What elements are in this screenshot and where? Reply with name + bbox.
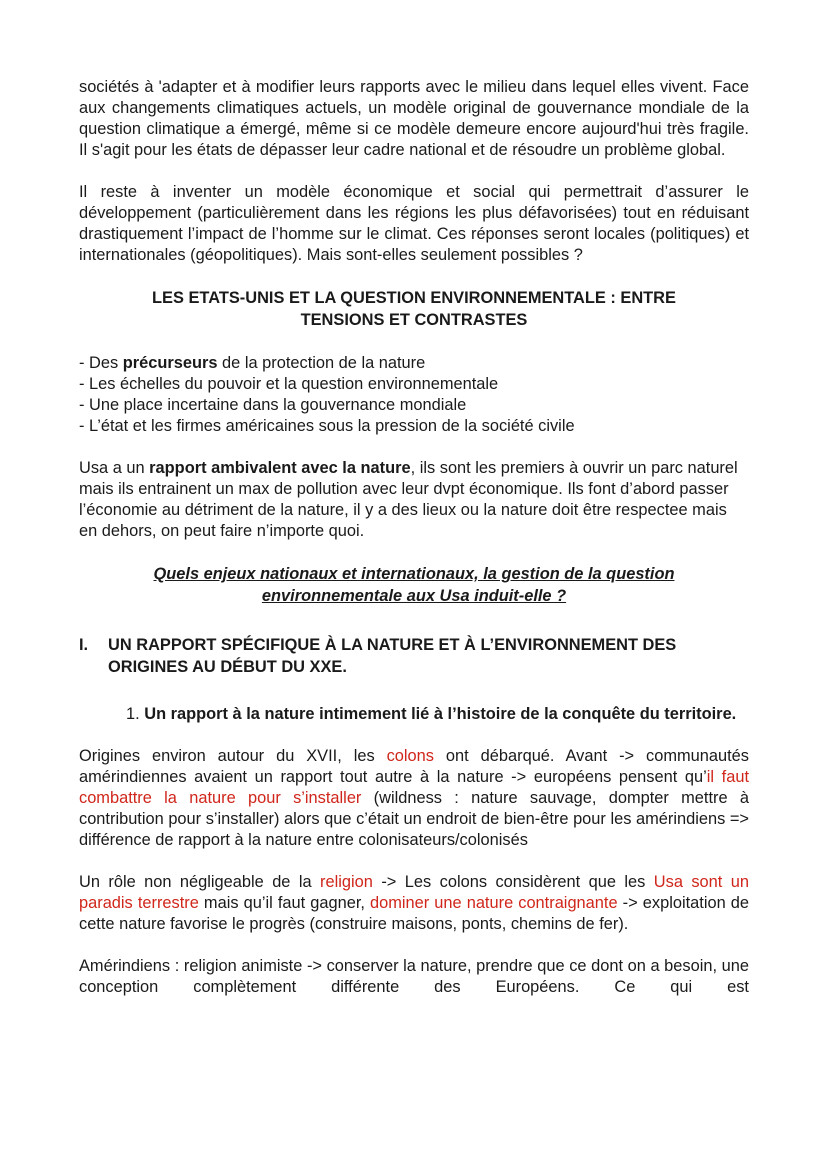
highlight-red: dominer une nature contraignante bbox=[370, 894, 618, 912]
paragraph-origins bbox=[79, 746, 749, 851]
section-title: UN RAPPORT SPÉCIFIQUE À LA NATURE ET À L’ENVIRONNEMENT DES ORIGINES AU DÉBUT DU XXE. bbox=[108, 636, 677, 676]
list-item bbox=[79, 353, 749, 374]
section-number: I. bbox=[79, 636, 89, 654]
text-run: Un rôle non négligeable de la bbox=[79, 873, 321, 891]
text-run: ont débarqué. Avant -> communautés amérindiennes avaient un rapport tout autre à la nature -> européens pensent qu’ bbox=[79, 747, 749, 786]
question-line: Quels enjeux nationaux et internationaux, la gestion de la question bbox=[153, 565, 675, 583]
text-run: Origines environ autour du XVII, les bbox=[79, 747, 387, 765]
paragraph-intro: sociétés à 'adapter et à modifier leurs rapports avec le milieu dans lequel elles vivent. Face aux changements climatiques actuels, un modèle original de gouvernance mondiale de la question climatique a émergé, même si ce modèle demeure encore aujourd'hui très fragile. Il s'agit pour les états de dépasser leur cadre national et de résoudre un problème global. bbox=[79, 78, 749, 159]
list-item: - Les échelles du pouvoir et la question environnementale bbox=[79, 375, 499, 393]
page-content bbox=[79, 77, 749, 998]
text-run: -> Les colons considèrent que les bbox=[372, 873, 654, 891]
text-run-bold: rapport ambivalent avec la nature bbox=[149, 459, 411, 477]
highlight-red: colons bbox=[386, 747, 434, 765]
text-run: mais qu’il faut gagner, bbox=[198, 894, 370, 912]
main-title: LES ETATS-UNIS ET LA QUESTION ENVIRONNEMENTALE : ENTRE TENSIONS ET CONTRASTES bbox=[152, 289, 676, 329]
list-item-text: de la protection de la nature bbox=[217, 354, 426, 372]
text-run: (wildness : nature sauvage, dompter mettre à contribution pour s’installer) alors que c’était un endroit de bien-être pour les amérindiens => différence de rapport à la nature entre colonisateurs/colonisés bbox=[79, 789, 749, 849]
list-item-text: - Des bbox=[79, 354, 123, 372]
highlight-red: il faut combattre la nature pour s’installer bbox=[79, 768, 749, 807]
paragraph-religion bbox=[79, 872, 749, 935]
paragraph-usa bbox=[79, 458, 749, 542]
subsection-title: Un rapport à la nature intimement lié à l’histoire de la conquête du territoire. bbox=[144, 705, 737, 723]
section-heading bbox=[79, 634, 749, 678]
list-item-bold: précurseurs bbox=[122, 354, 218, 372]
text-run: , ils sont les premiers à ouvrir un parc naturel mais ils entrainent un max de pollution avec leur dvpt économique. Ils font d’abord passer l’économie au détriment de la nature, il y a des lieux ou la nature doit être respectee mais en dehors, on peut faire n’importe quoi. bbox=[79, 459, 738, 540]
paragraph-amerindiens: Amérindiens : religion animiste -> conserver la nature, prendre que ce dont on a besoin, une conception complètement différente des Européens. Ce qui est bbox=[79, 957, 749, 996]
problem-question bbox=[79, 563, 749, 607]
list-item: - L’état et les firmes américaines sous la pression de la société civile bbox=[79, 417, 575, 435]
subsection-heading bbox=[79, 704, 749, 725]
highlight-red: Usa sont un paradis terrestre bbox=[79, 873, 749, 912]
outline-list bbox=[79, 353, 749, 437]
question-line: environnementale aux Usa induit-elle ? bbox=[261, 587, 567, 605]
paragraph-economic-model: Il reste à inventer un modèle économique et social qui permettrait d’assurer le développement (particulièrement dans les régions les plus défavorisées) tout en réduisant drastiquement l’impact de l’homme sur le climat. Ces réponses seront locales (politiques) et internationales (géopolitiques). Mais sont-elles seulement possibles ? bbox=[79, 183, 749, 264]
highlight-red: religion bbox=[320, 873, 373, 891]
subsection-number: 1. bbox=[126, 705, 145, 723]
list-item: - Une place incertaine dans la gouvernance mondiale bbox=[79, 396, 467, 414]
text-run: Usa a un bbox=[79, 459, 150, 477]
text-run: -> exploitation de cette nature favorise le progrès (construire maisons, ponts, chemins de fer). bbox=[79, 894, 749, 933]
